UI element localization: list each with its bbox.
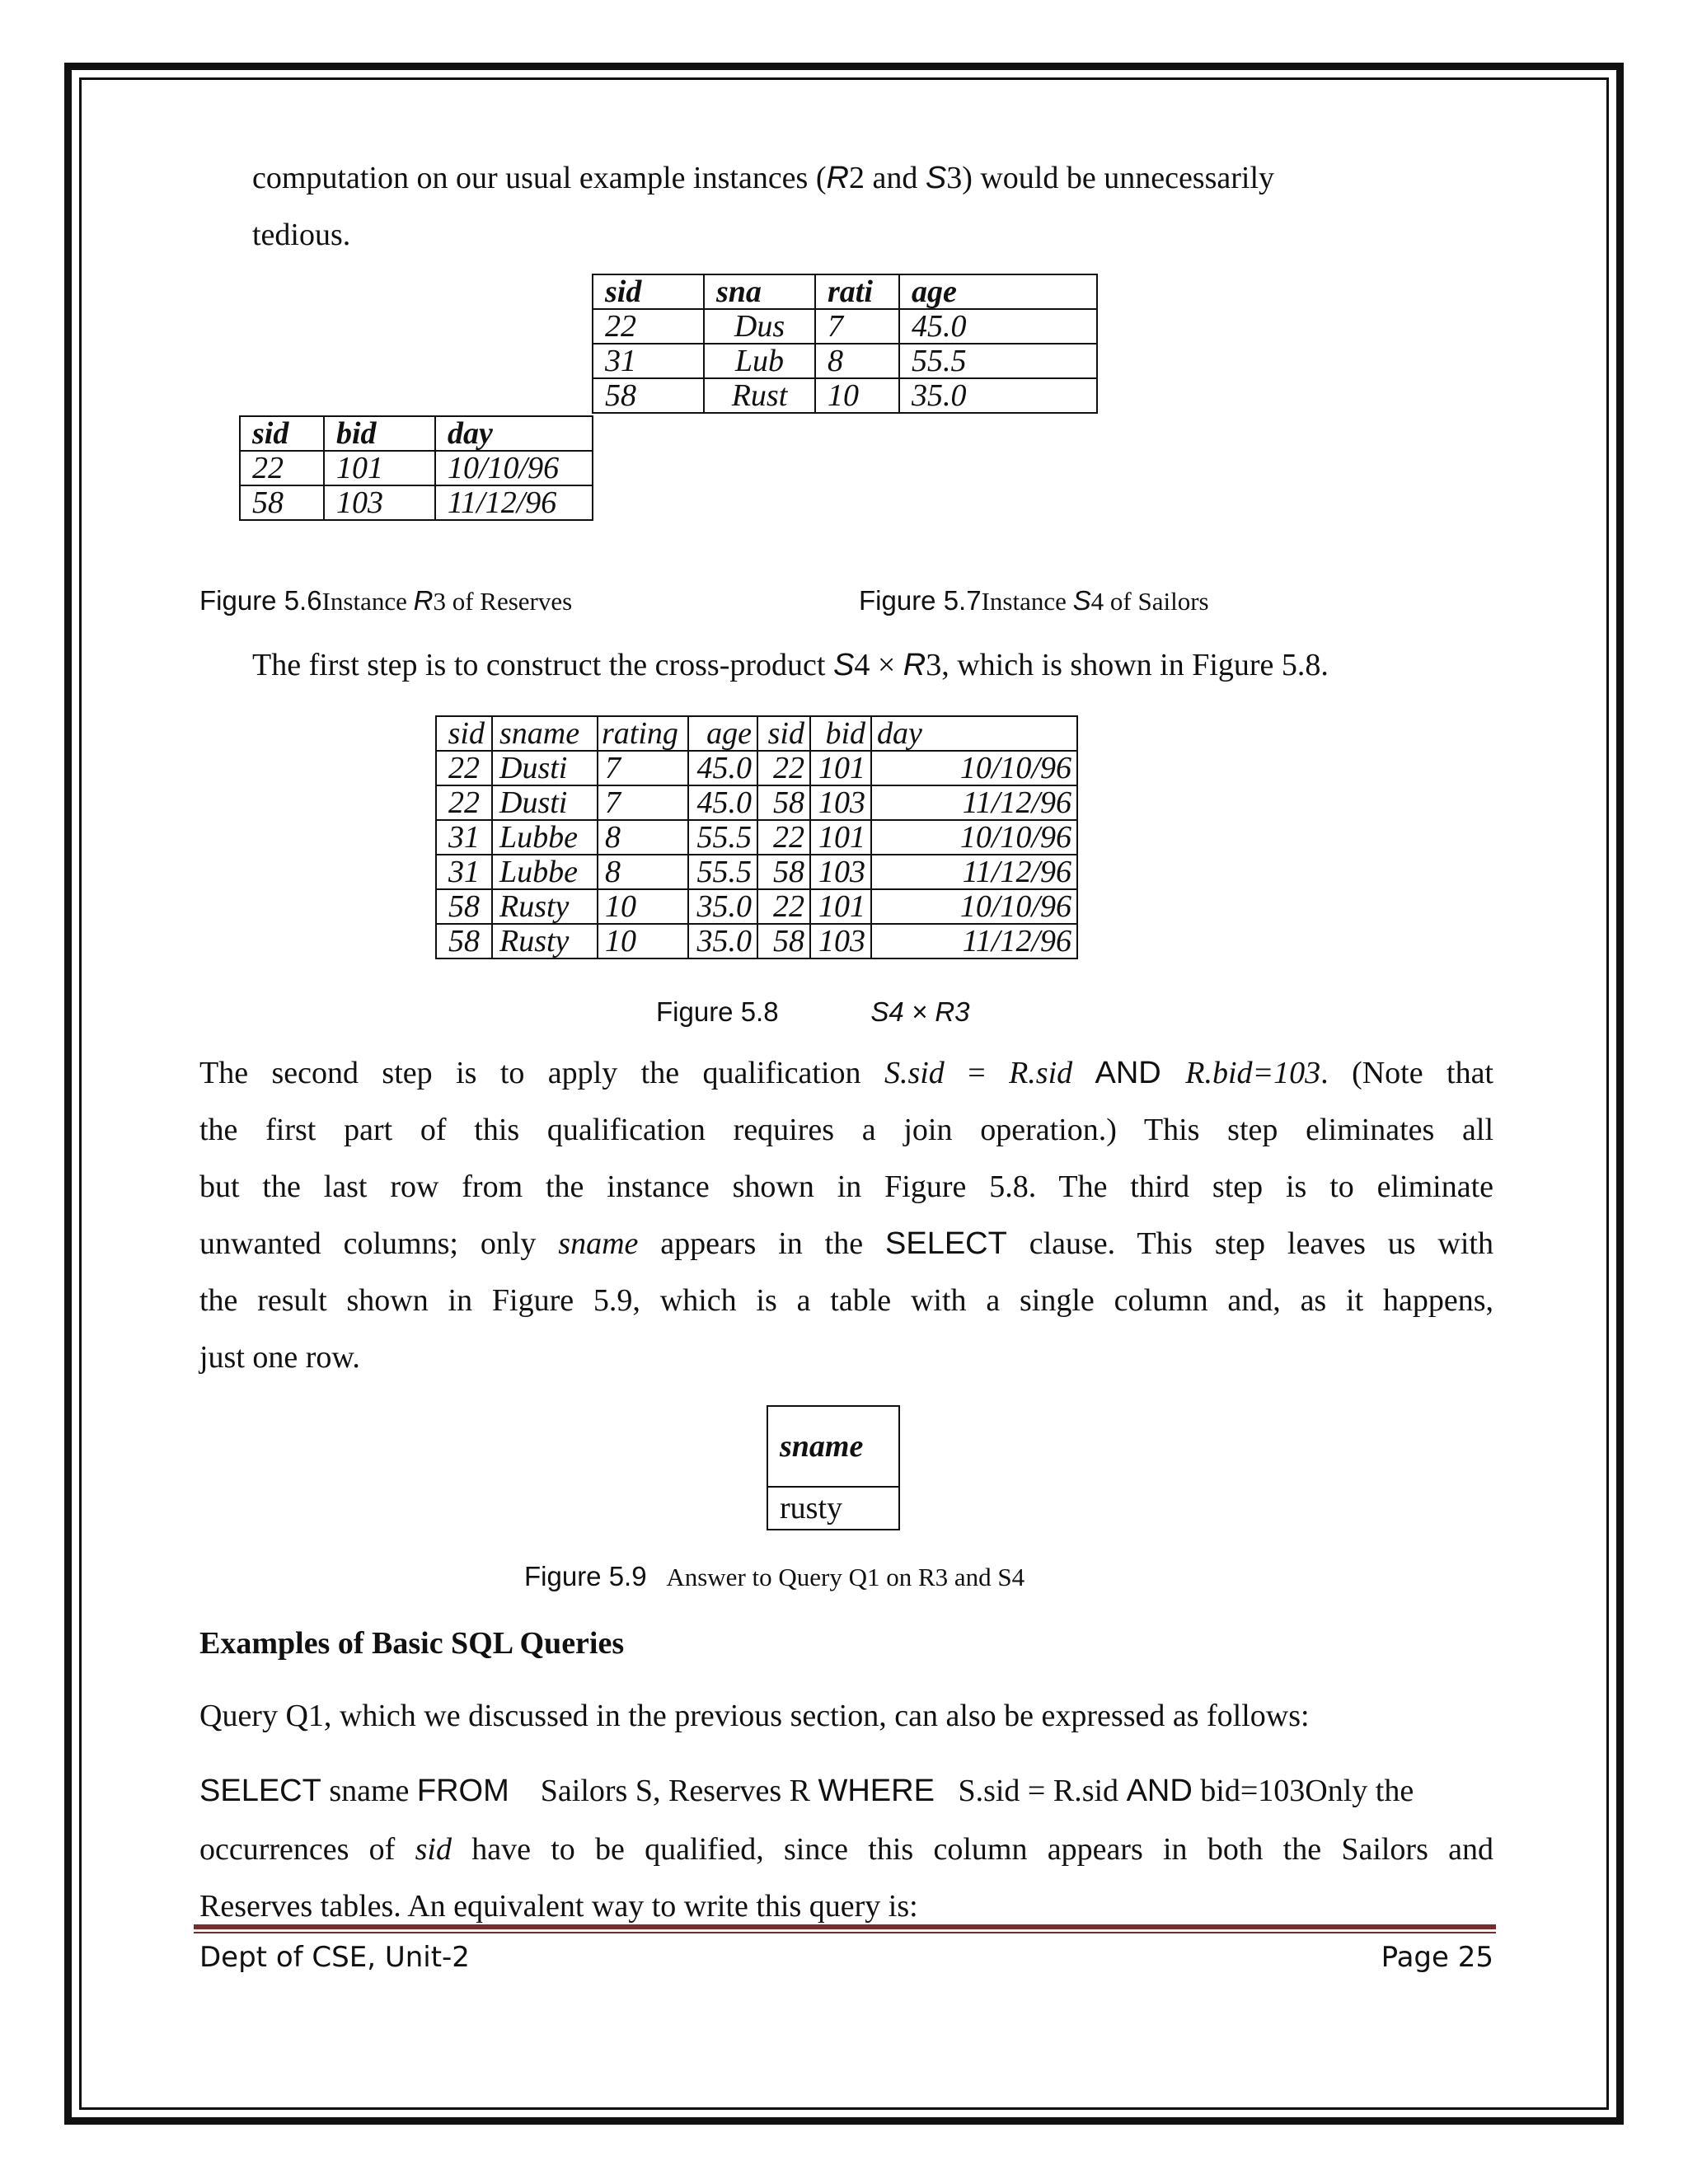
table-cell: 22 (757, 889, 810, 924)
section-heading: Examples of Basic SQL Queries (199, 1626, 625, 1661)
figure-5-8-caption (656, 996, 970, 1028)
table-cell: 58 (436, 889, 492, 924)
step-2-paragraph (199, 1045, 1493, 1386)
table-cell: Lub (704, 344, 815, 378)
table-cell: 11/12/96 (435, 485, 593, 520)
table-cell: 31 (436, 855, 492, 889)
table-cell: 22 (436, 751, 492, 785)
table-header-row (436, 716, 1077, 751)
table-cell: 31 (436, 820, 492, 855)
table-header-row (767, 1406, 899, 1487)
column-header: rati (815, 274, 899, 309)
column-header: day (871, 716, 1077, 751)
table-cell: 7 (598, 751, 688, 785)
table-cell: 101 (810, 751, 871, 785)
column-header: sid (240, 416, 324, 451)
table-cell: 58 (436, 924, 492, 958)
sailors-s4-table (592, 274, 1098, 414)
table-cell: 22 (240, 451, 324, 485)
table-cell: Dusti (492, 785, 598, 820)
caption-text: 4 of Sailors (1090, 587, 1209, 616)
text: . (Note that (1320, 1056, 1493, 1090)
step-1-relation-s: S (832, 648, 855, 682)
step-2-line-3: but the last row from the instance shown in Figure 5.8. The third step is to eliminate (199, 1169, 1493, 1204)
figure-5-6-caption (199, 585, 572, 616)
step-2-line-1 (199, 1045, 1493, 1102)
table-cell: 101 (810, 889, 871, 924)
table-cell: 101 (810, 820, 871, 855)
table-cell: rusty (767, 1487, 899, 1530)
table-cell: 8 (598, 855, 688, 889)
table-row (767, 1487, 899, 1530)
table-row (436, 924, 1077, 958)
query-intro: Query Q1, which we discussed in the previous section, can also be expressed as follows: (199, 1699, 1310, 1733)
table-cell: 22 (757, 820, 810, 855)
keyword-text: SELECT (885, 1226, 1007, 1261)
after-sql-line-2: Reserves tables. An equivalent way to write this query is: (199, 1889, 918, 1924)
table-cell: 103 (810, 855, 871, 889)
table-cell: 8 (815, 344, 899, 378)
table-cell: 10/10/96 (871, 751, 1077, 785)
table-cell: 35.0 (688, 889, 757, 924)
table-row (436, 751, 1077, 785)
emph-text: S.sid (884, 1056, 945, 1090)
sql-keyword: AND (1126, 1774, 1193, 1808)
figure-5-9-caption (524, 1561, 1025, 1592)
table-row (240, 485, 593, 520)
answer-table (767, 1405, 900, 1530)
sql-text: Sailors S, Reserves R (509, 1774, 818, 1808)
step-1-relation-r: R (903, 648, 926, 682)
table-cell: Rust (704, 378, 815, 413)
table-cell: 11/12/96 (871, 924, 1077, 958)
step-2-line-2: the first part of this qualification requires a join operation.) This step eliminates all (199, 1113, 1493, 1147)
table-cell: 10/10/96 (871, 820, 1077, 855)
table-header-row (240, 416, 593, 451)
intro-relation-s: S (925, 161, 947, 195)
footer-rule-thin (194, 1932, 1496, 1933)
column-header: sna (704, 274, 815, 309)
caption-text: Answer to Query Q1 on R3 and S4 (666, 1563, 1025, 1591)
caption-text: 3 of Reserves (433, 587, 573, 616)
table-cell: 55.5 (688, 855, 757, 889)
emph-text: sid (415, 1832, 452, 1867)
text: unwanted columns; only (199, 1226, 559, 1261)
text: The second step is to apply the qualification (199, 1056, 884, 1090)
table-cell: 11/12/96 (871, 855, 1077, 889)
table-cell: Rusty (492, 924, 598, 958)
table-cell: 58 (757, 785, 810, 820)
column-header: sid (757, 716, 810, 751)
intro-text-c: 3) would be unnecessarily (946, 161, 1275, 195)
table-header-row (593, 274, 1097, 309)
emph-text: sname (558, 1226, 639, 1261)
table-cell: 55.5 (899, 344, 1097, 378)
footer-department: Dept of CSE, Unit-2 (199, 1941, 470, 1974)
text: appears in the (638, 1226, 885, 1261)
table-cell: 58 (757, 855, 810, 889)
table-cell: 22 (593, 309, 704, 344)
table-cell: 22 (757, 751, 810, 785)
sql-keyword: SELECT (199, 1774, 321, 1808)
column-header: sname (492, 716, 598, 751)
intro-line-2: tedious. (252, 218, 351, 252)
column-header: sname (767, 1406, 899, 1487)
sql-keyword: WHERE (818, 1774, 935, 1808)
text: occurrences of (199, 1832, 415, 1867)
column-header: sid (593, 274, 704, 309)
sql-keyword: FROM (416, 1774, 509, 1808)
text: have to be qualified, since this column appears in both the Sailors and (451, 1832, 1493, 1867)
table-cell: 22 (436, 785, 492, 820)
column-header: bid (324, 416, 435, 451)
sql-text: S.sid = R.sid (934, 1774, 1127, 1808)
text: = (944, 1056, 1010, 1090)
table-cell: 103 (810, 785, 871, 820)
keyword-text: AND (1072, 1056, 1186, 1090)
table-cell: 58 (757, 924, 810, 958)
reserves-r3-table (239, 415, 593, 521)
column-header: age (688, 716, 757, 751)
footer-rule-thick (194, 1924, 1496, 1929)
step-2-line-6: just one row. (199, 1340, 360, 1375)
text: clause. This step leaves us with (1006, 1226, 1493, 1261)
emph-text: R.sid (1009, 1056, 1073, 1090)
after-sql-paragraph (199, 1821, 1493, 1935)
table-cell: Rusty (492, 889, 598, 924)
emph-text: R.bid=103 (1185, 1056, 1321, 1090)
column-header: day (435, 416, 593, 451)
table-cell: 7 (598, 785, 688, 820)
caption-relation: R (413, 585, 434, 616)
table-cell: 101 (324, 451, 435, 485)
table-cell: 103 (810, 924, 871, 958)
figure-number: Figure 5.8 (656, 996, 779, 1027)
caption-text: Instance (981, 587, 1073, 616)
step-2-line-5: the result shown in Figure 5.9, which is a table with a single column and, as it happens, (199, 1283, 1493, 1318)
column-header: sid (436, 716, 492, 751)
table-cell: 45.0 (688, 751, 757, 785)
after-sql-line-1 (199, 1821, 1493, 1878)
table-row (436, 855, 1077, 889)
step-1-text-c: 3, which is shown in Figure 5.8. (926, 648, 1329, 682)
column-header: age (899, 274, 1097, 309)
table-row (436, 785, 1077, 820)
table-cell: 11/12/96 (871, 785, 1077, 820)
caption-text: S4 × R3 (870, 996, 970, 1027)
column-header: bid (810, 716, 871, 751)
figure-number: Figure 5.9 (524, 1561, 647, 1591)
table-cell: Lubbe (492, 855, 598, 889)
intro-relation-r: R (826, 161, 849, 195)
cross-product-table (435, 715, 1078, 959)
table-cell: Dusti (492, 751, 598, 785)
intro-text-b: 2 and (848, 161, 926, 195)
table-cell: Lubbe (492, 820, 598, 855)
table-cell: 10 (598, 889, 688, 924)
table-row (436, 820, 1077, 855)
table-cell: 31 (593, 344, 704, 378)
intro-text-a: computation on our usual example instances ( (252, 161, 827, 195)
caption-text: Instance (321, 587, 414, 616)
table-cell: 10/10/96 (871, 889, 1077, 924)
table-cell: 35.0 (688, 924, 757, 958)
table-row (593, 378, 1097, 413)
table-cell: 55.5 (688, 820, 757, 855)
table-cell: 35.0 (899, 378, 1097, 413)
sql-line (199, 1763, 1414, 1820)
step-1-text-b: 4 × (854, 648, 903, 682)
table-row (436, 889, 1077, 924)
table-row (593, 344, 1097, 378)
table-row (593, 309, 1097, 344)
table-cell: 10 (598, 924, 688, 958)
table-cell: 45.0 (688, 785, 757, 820)
sql-text: sname (321, 1774, 417, 1808)
figure-5-7-caption (859, 585, 1209, 616)
column-header: rating (598, 716, 688, 751)
table-cell: Dus (704, 309, 815, 344)
table-cell: 7 (815, 309, 899, 344)
step-1-text-a: The first step is to construct the cross-product (252, 648, 833, 682)
table-row (240, 451, 593, 485)
intro-line-1 (252, 150, 1274, 207)
step-2-line-4 (199, 1216, 1493, 1272)
table-cell: 45.0 (899, 309, 1097, 344)
sql-text: bid=103Only the (1192, 1774, 1414, 1808)
table-cell: 8 (598, 820, 688, 855)
figure-number: Figure 5.6 (199, 585, 322, 616)
table-cell: 10 (815, 378, 899, 413)
table-cell: 58 (593, 378, 704, 413)
footer-page-number: Page 25 (1381, 1941, 1493, 1974)
figure-number: Figure 5.7 (859, 585, 982, 616)
table-cell: 10/10/96 (435, 451, 593, 485)
table-cell: 103 (324, 485, 435, 520)
table-cell: 58 (240, 485, 324, 520)
caption-relation: S (1072, 585, 1091, 616)
step-1-paragraph (252, 637, 1329, 694)
